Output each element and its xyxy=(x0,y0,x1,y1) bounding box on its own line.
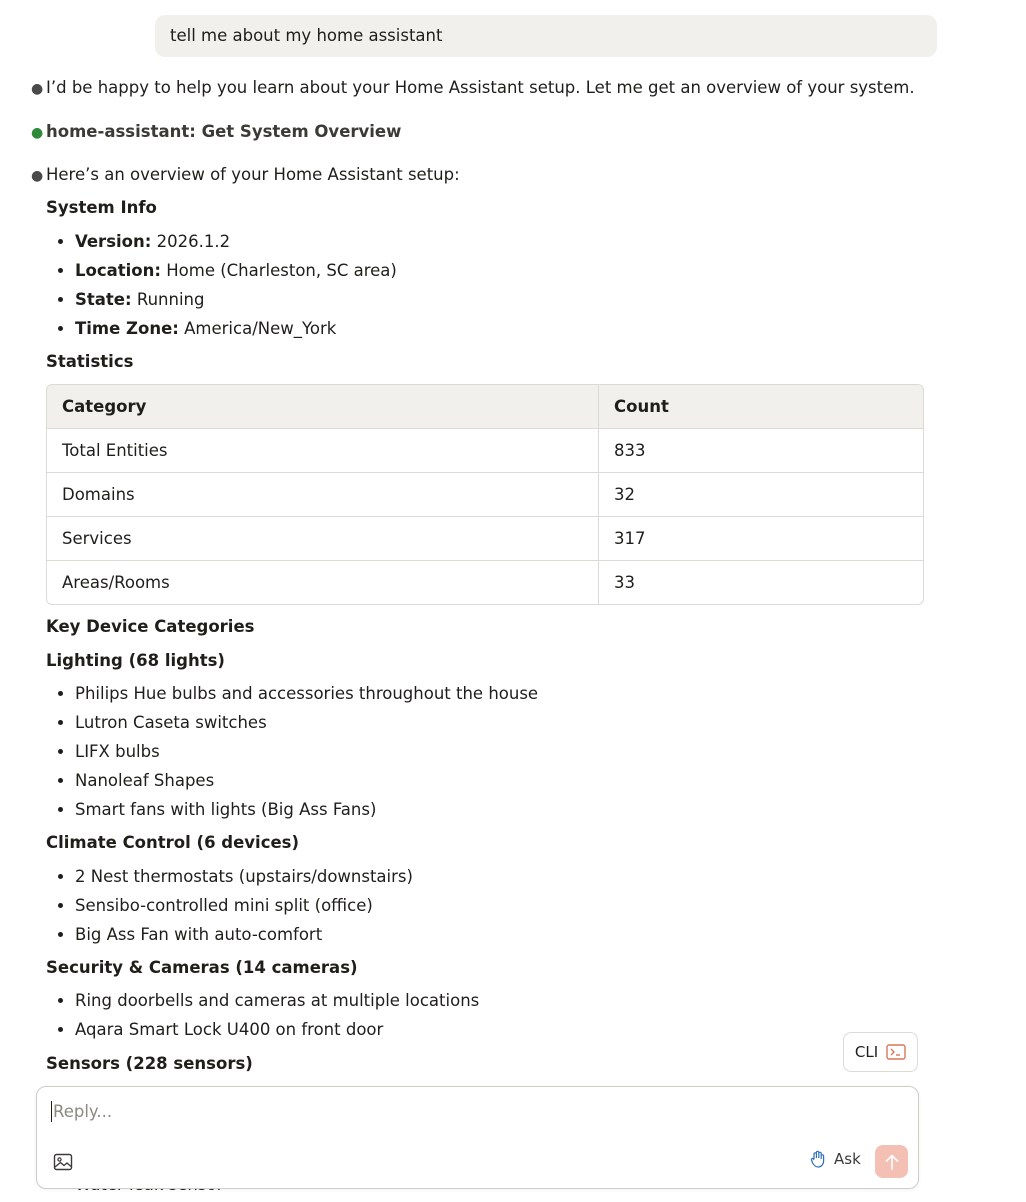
list-item: • Big Ass Fan with auto-comfort xyxy=(75,920,413,949)
list-item xyxy=(75,227,397,256)
statistics-heading: Statistics xyxy=(46,352,134,371)
list-item: • Philips Hue bulbs and accessories throughout the house xyxy=(75,679,538,708)
lighting-list xyxy=(46,679,538,824)
cli-button[interactable] xyxy=(843,1032,918,1072)
table-cell: Domains xyxy=(47,473,599,517)
item-value: Running xyxy=(136,290,205,309)
table-row xyxy=(47,473,923,517)
table-cell: Total Entities xyxy=(47,429,599,473)
bullet-dot-icon: ● xyxy=(31,81,44,97)
list-item xyxy=(75,285,397,314)
ask-label: Ask xyxy=(834,1150,861,1168)
table-row xyxy=(47,517,923,561)
table-cell: Services xyxy=(47,517,599,561)
item-label: Version: xyxy=(75,232,152,251)
item-label: Location: xyxy=(75,261,161,280)
lighting-heading: Lighting (68 lights) xyxy=(46,651,225,670)
system-info-heading: System Info xyxy=(46,198,157,217)
terminal-icon xyxy=(886,1044,906,1060)
overview-intro-text: Here’s an overview of your Home Assistant setup: xyxy=(46,165,460,184)
climate-heading: Climate Control (6 devices) xyxy=(46,833,300,852)
reply-input[interactable] xyxy=(51,1101,895,1122)
item-value: America/New_York xyxy=(184,319,337,338)
item-label: State: xyxy=(75,290,132,309)
user-message-bubble xyxy=(155,15,937,57)
list-item: • 2 Nest thermostats (upstairs/downstairs) xyxy=(75,862,413,891)
table-cell: 317 xyxy=(599,517,923,561)
tool-status-dot-icon: ● xyxy=(31,125,44,141)
security-heading: Security & Cameras (14 cameras) xyxy=(46,958,358,977)
item-value: 2026.1.2 xyxy=(156,232,231,251)
list-item: • LIFX bulbs xyxy=(75,737,538,766)
table-cell: 32 xyxy=(599,473,923,517)
overview-intro xyxy=(31,163,460,188)
column-header: Category xyxy=(47,385,599,429)
list-item: • Lutron Caseta switches xyxy=(75,708,538,737)
list-item: • Aqara Smart Lock U400 on front door xyxy=(75,1015,479,1044)
image-icon[interactable] xyxy=(53,1153,73,1171)
table-cell: 33 xyxy=(614,573,635,592)
climate-list xyxy=(46,862,413,949)
cli-label: CLI xyxy=(854,1043,879,1061)
tool-call-name[interactable]: home-assistant: Get System Overview xyxy=(46,122,402,141)
security-list xyxy=(46,986,479,1044)
hand-icon xyxy=(810,1150,826,1168)
table-header-row xyxy=(47,385,923,429)
tool-call-line[interactable] xyxy=(31,120,401,145)
key-devices-heading: Key Device Categories xyxy=(46,617,255,636)
list-item: • Smart fans with lights (Big Ass Fans) xyxy=(75,795,538,824)
table-row xyxy=(47,429,923,473)
table-cell: 833 xyxy=(599,429,923,473)
statistics-table xyxy=(46,384,924,605)
reply-composer xyxy=(36,1086,919,1189)
table-row xyxy=(47,561,923,604)
sensors-heading: Sensors (228 sensors) xyxy=(46,1054,253,1073)
table-cell: Areas/Rooms xyxy=(47,561,599,604)
arrow-up-icon xyxy=(885,1154,899,1170)
column-header: Count xyxy=(599,385,923,429)
assistant-intro-text: I’d be happy to help you learn about your Home Assistant setup. Let me get an overview of your system. xyxy=(46,78,915,97)
bullet-dot-icon: ● xyxy=(31,168,44,184)
item-value: Home (Charleston, SC area) xyxy=(166,261,397,280)
user-message-text: tell me about my home assistant xyxy=(170,26,443,45)
assistant-intro xyxy=(31,76,915,101)
list-item xyxy=(75,256,397,285)
list-item: • Ring doorbells and cameras at multiple locations xyxy=(75,986,479,1015)
ask-mode-button[interactable] xyxy=(810,1150,861,1168)
list-item: • Sensibo-controlled mini split (office) xyxy=(75,891,413,920)
list-item xyxy=(75,314,397,343)
item-label: Time Zone: xyxy=(75,319,179,338)
list-item: • Nanoleaf Shapes xyxy=(75,766,538,795)
send-button[interactable] xyxy=(875,1145,908,1178)
system-info-list xyxy=(46,227,397,343)
